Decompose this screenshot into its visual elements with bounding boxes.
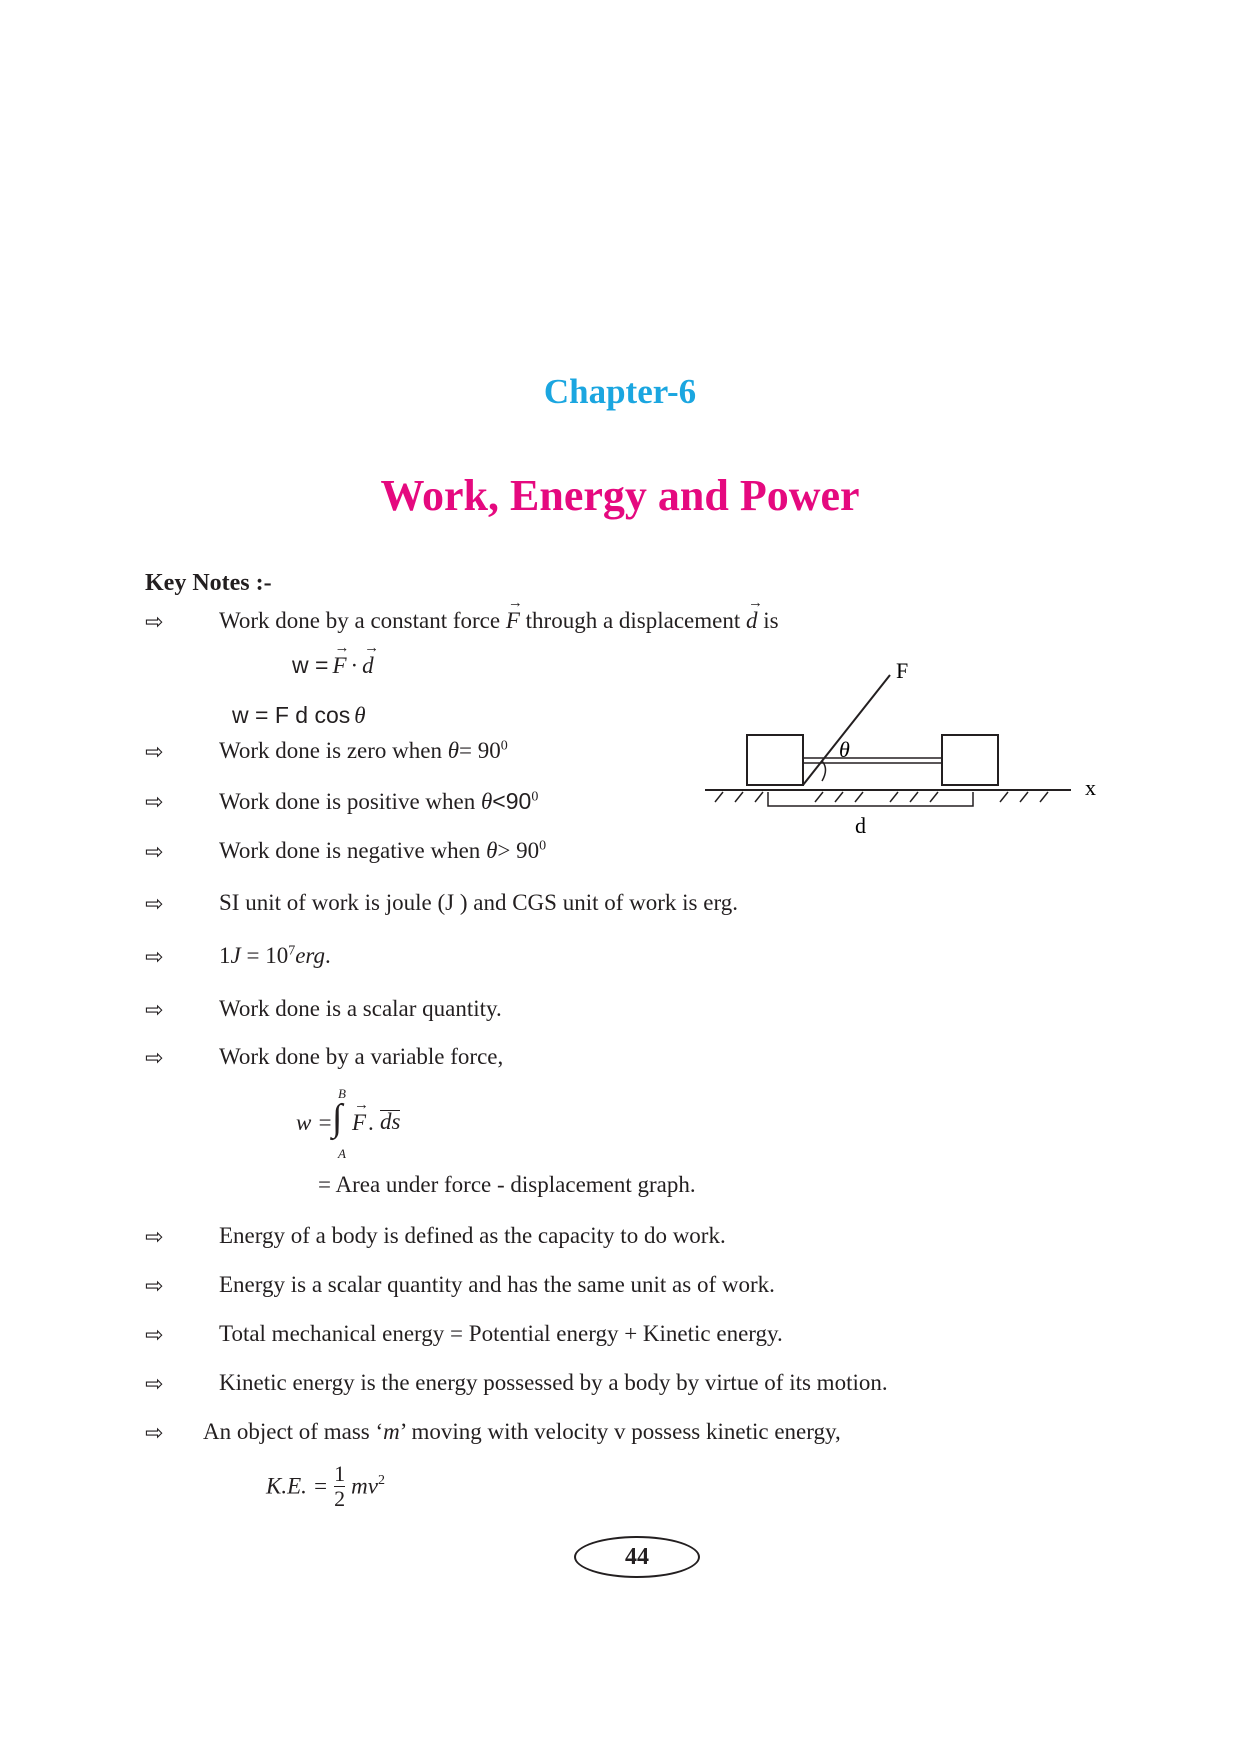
displacement-label: d [855,813,866,838]
equation-work-cos: w = F d cos θ [232,702,366,728]
note-units: SI unit of work is joule (J ) and CGS unit of work is erg. [219,890,738,915]
equation-work-dot: w = → F · → d [292,652,374,679]
equation-integral: w = ∫ B A → F . ds [296,1086,426,1162]
page-number: 44 [574,1536,700,1578]
note-kinetic-energy: Kinetic energy is the energy possessed by a body by virtue of its motion. [219,1370,888,1395]
right-arrow-icon: ⇨ [145,1421,164,1446]
ground-hatching [715,792,1048,802]
right-arrow-icon: ⇨ [145,1372,164,1397]
right-arrow-icon: ⇨ [145,1046,164,1071]
note-object-mass: An object of mass ‘m’ moving with velocity v possess kinetic energy, [203,1419,841,1444]
equation-kinetic-energy: K.E. = $\frac{1}{2}$ $mv^2$ [266,1461,385,1511]
displacement-bracket [768,792,973,806]
chapter-title: Work, Energy and Power [380,471,860,520]
diagram-svg [695,655,1115,850]
note-energy-definition: Energy of a body is defined as the capacity to do work. [219,1223,726,1248]
note-scalar: Work done is a scalar quantity. [219,996,502,1021]
note-joule-erg: $1J = 10^7erg$. [219,943,331,968]
note-area-under-graph: = Area under force - displacement graph. [318,1172,696,1197]
block-left [747,735,803,785]
force-line [803,675,890,785]
note-variable-force: Work done by a variable force, [219,1044,504,1069]
right-arrow-icon: ⇨ [145,840,164,865]
right-arrow-icon: ⇨ [145,790,164,815]
block-right [942,735,998,785]
key-notes-heading: Key Notes :- [145,570,272,596]
force-label: F [896,658,909,683]
angle-arc [822,761,826,781]
right-arrow-icon: ⇨ [145,1323,164,1348]
right-arrow-icon: ⇨ [145,1225,164,1250]
right-arrow-icon: ⇨ [145,892,164,917]
note-negative-work: Work done is negative when $\theta> 90^0$ [219,838,547,863]
right-arrow-icon: ⇨ [145,740,164,765]
work-diagram [695,655,1115,855]
chapter-label: Chapter-6 [543,372,697,411]
right-arrow-icon: ⇨ [145,945,164,970]
note-energy-scalar: Energy is a scalar quantity and has the same unit as of work. [219,1272,775,1297]
note-zero-work: Work done is zero when $\theta= 90^0$ [219,738,508,763]
note-positive-work: Work done is positive when $\theta<90^0$ [219,788,539,814]
angle-label: θ [839,737,850,762]
right-arrow-icon: ⇨ [145,610,164,635]
note-constant-force: Work done by a constant force → F through a displacement → d is [219,608,779,634]
right-arrow-icon: ⇨ [145,1274,164,1299]
right-arrow-icon: ⇨ [145,998,164,1023]
note-mechanical-energy: Total mechanical energy = Potential energy + Kinetic energy. [219,1321,783,1346]
axis-label: x [1085,775,1096,800]
